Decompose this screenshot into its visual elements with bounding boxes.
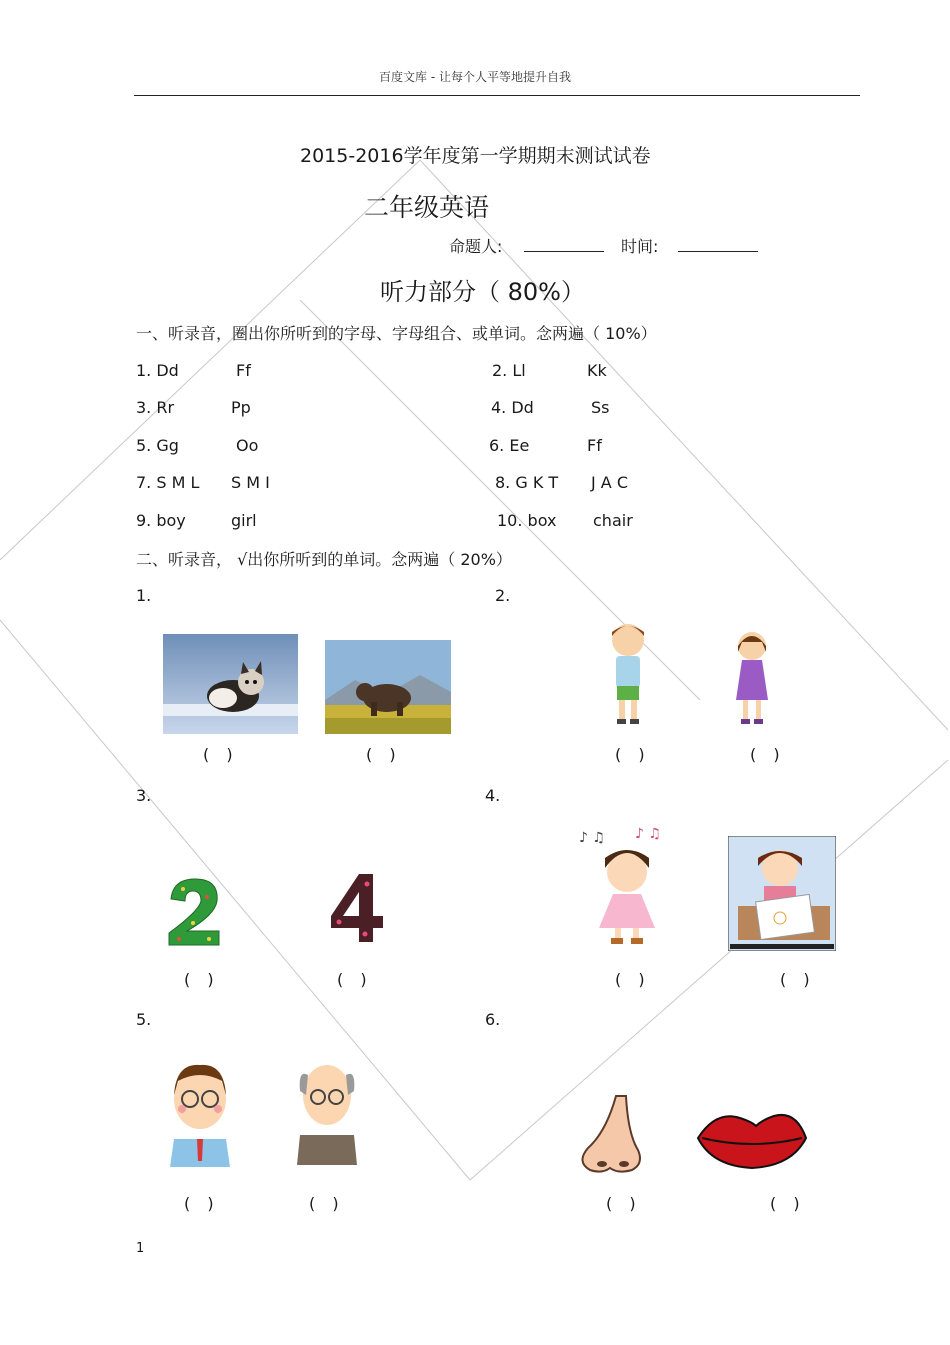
s1-item-3: 3. Rr xyxy=(136,398,175,417)
s1-item-10-alt: chair xyxy=(593,511,633,530)
s1-item-9-alt: girl xyxy=(231,511,257,530)
time-blank xyxy=(678,237,758,252)
answer-paren[interactable]: ( ) xyxy=(780,970,816,989)
q2-label: 2. xyxy=(495,586,511,605)
number-two xyxy=(163,877,227,947)
answer-paren[interactable]: ( ) xyxy=(366,745,402,764)
answer-paren[interactable]: ( ) xyxy=(184,1194,220,1213)
girl-cartoon xyxy=(730,628,774,728)
time-label: 时间: xyxy=(621,237,659,256)
section2-instruction: 二、听录音， √出你所听到的单词。念两遍（ 20%） xyxy=(136,550,512,569)
answer-paren[interactable]: ( ) xyxy=(203,745,239,764)
time-field xyxy=(621,234,758,257)
q3-label: 3. xyxy=(136,786,152,805)
man-with-glasses xyxy=(166,1061,234,1167)
nose xyxy=(576,1092,646,1176)
s1-item-2: 2. Ll xyxy=(492,361,526,380)
section1-instruction: 一、听录音，圈出你所听到的字母、字母组合、或单词。念两遍（ 10%） xyxy=(136,324,657,343)
s1-item-7-alt: S M I xyxy=(231,473,270,492)
answer-paren[interactable]: ( ) xyxy=(615,970,651,989)
boy-cartoon xyxy=(603,620,653,728)
s1-item-6-alt: Ff xyxy=(587,436,602,455)
s1-item-3-alt: Pp xyxy=(231,398,251,417)
exam-subtitle: 二年级英语 xyxy=(364,193,490,222)
s1-item-5: 5. Gg xyxy=(136,436,179,455)
s1-item-1-alt: Ff xyxy=(236,361,251,380)
answer-paren[interactable]: ( ) xyxy=(184,970,220,989)
answer-paren[interactable]: ( ) xyxy=(615,745,651,764)
answer-paren[interactable]: ( ) xyxy=(770,1194,806,1213)
author-label: 命题人: xyxy=(449,237,503,256)
answer-paren[interactable]: ( ) xyxy=(337,970,373,989)
svg-text:♪ ♫: ♪ ♫ xyxy=(635,826,661,842)
s1-item-10: 10. box xyxy=(497,511,557,530)
answer-paren[interactable]: ( ) xyxy=(606,1194,642,1213)
q6-label: 6. xyxy=(485,1010,501,1029)
s1-item-2-alt: Kk xyxy=(587,361,607,380)
s1-item-8-alt: J A C xyxy=(591,473,629,492)
singing-girl xyxy=(577,824,679,948)
q5-label: 5. xyxy=(136,1010,152,1029)
s1-item-4: 4. Dd xyxy=(491,398,534,417)
s1-item-6: 6. Ee xyxy=(489,436,530,455)
s1-item-5-alt: Oo xyxy=(236,436,259,455)
drawing-girl xyxy=(728,836,836,951)
page-header: 百度文库 - 让每个人平等地提升自我 xyxy=(379,70,571,84)
svg-text:♪ ♫: ♪ ♫ xyxy=(579,830,605,846)
grandpa xyxy=(294,1055,360,1165)
q4-label: 4. xyxy=(485,786,501,805)
author-blank xyxy=(524,237,604,252)
author-field xyxy=(449,234,604,257)
s1-item-1: 1. Dd xyxy=(136,361,179,380)
exam-title: 2015-2016学年度第一学期期末测试试卷 xyxy=(300,145,651,167)
s1-item-9: 9. boy xyxy=(136,511,186,530)
s1-item-8: 8. G K T xyxy=(495,473,559,492)
number-four xyxy=(329,872,385,944)
cat-photo xyxy=(163,634,298,734)
header-rule xyxy=(134,95,860,96)
answer-paren[interactable]: ( ) xyxy=(750,745,786,764)
listening-heading: 听力部分（ 80%） xyxy=(380,278,585,306)
s1-item-7: 7. S M L xyxy=(136,473,200,492)
bear-photo xyxy=(325,640,451,734)
answer-paren[interactable]: ( ) xyxy=(309,1194,345,1213)
lips xyxy=(696,1104,808,1174)
s1-item-4-alt: Ss xyxy=(591,398,610,417)
q1-label: 1. xyxy=(136,586,152,605)
page-number: 1 xyxy=(136,1241,145,1256)
